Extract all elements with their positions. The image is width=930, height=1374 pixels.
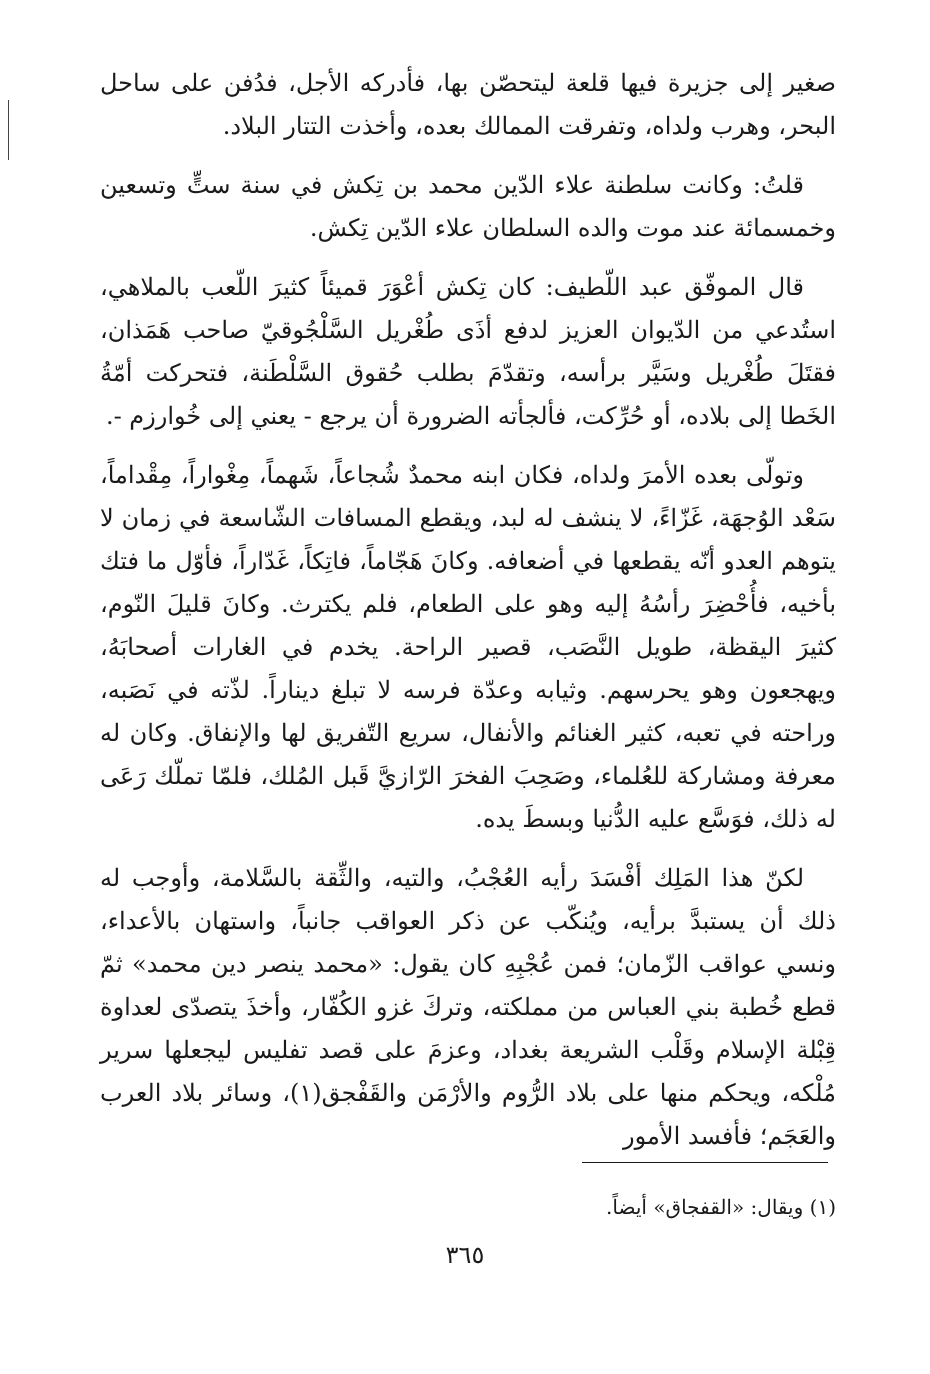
footnote: (١) ويقال: «القفجاق» أيضاً. xyxy=(606,1195,836,1219)
page-edge-mark xyxy=(8,100,11,160)
paragraph-2: قلتُ: وكانت سلطنة علاء الدّين محمد بن تِكش في سنة ستٍّ وتسعين وخمسمائة عند موت والده السلطان علاء الدّين تِكش. xyxy=(100,171,836,242)
paragraph-4: وتولّى بعده الأمرَ ولداه، فكان ابنه محمدٌ شُجاعاً، شَهماً، مِغْواراً، مِقْداماً، سَعْد الوُجهَة، غَزّاءً، لا ينشف له لبد، ويقطع المسافات الشّاسعة في زمان لا يتوهم العدو أنّه يقطعها في أضعافه. وكانَ هَجّاماً، فاتِكاً، غَدّاراً، فأوّل ما فتك بأخيه، فأُحْضِرَ رأسُهُ إليه وهو على الطعام، فلم يكترث. وكانَ قليلَ النّوم، كثيرَ اليقظة، طويل النَّصَب، قصير الراحة. يخدم في الغارات أصحابَهُ، ويهجعون وهو يحرسهم. وثيابه وعدّة فرسه لا تبلغ ديناراً. لذّته في نَصَبه، وراحته في تعبه، كثير الغنائم والأنفال، سريع التّفريق لها والإنفاق. وكان له معرفة ومشاركة للعُلماء، وصَحِبَ الفخرَ الرّازيَّ قَبل المُلك، فلمّا تملّك رَعَى له ذلك، فوَسَّع عليه الدُّنيا وبسطَ يده. xyxy=(100,461,836,833)
page-number: ٣٦٥ xyxy=(445,1241,485,1269)
footnote-divider xyxy=(582,1162,828,1163)
paragraph-1: صغير إلى جزيرة فيها قلعة ليتحصّن بها، فأدركه الأجل، فدُفن على ساحل البحر، وهرب ولداه، وتفرقت الممالك بعده، وأخذت التتار البلاد. xyxy=(100,69,836,140)
paragraph-3: قال الموفّق عبد اللّطيف: كان تِكش أعْوَرَ قميئاً كثيرَ اللّعب بالملاهي، استُدعي من الدّيوان العزيز لدفع أذَى طُغْريل السَّلْجُوقيّ صاحب هَمَذان، فقتَلَ طُغْريل وسَيَّر برأسه، وتقدّمَ بطلب حُقوق السَّلْطَنة، فتحركت أمّةُ الخَطا إلى بلاده، أو حُرِّكت، فألجأته الضرورة أن يرجع - يعني إلى خُوارزم -. xyxy=(100,273,836,430)
main-text xyxy=(100,62,836,1174)
paragraph-5: لكنّ هذا المَلِك أفْسَدَ رأيه العُجْبُ، والتيه، والثِّقة بالسَّلامة، وأوجب له ذلك أن يستبدَّ برأيه، ويُنكّب عن ذكر العواقب جانباً، واستهان بالأعداء، ونسي عواقب الزّمان؛ فمن عُجْبِهِ كان يقول: «محمد ينصر دين محمد» ثمّ قطع خُطبة بني العباس من مملكته، وتركَ غزو الكُفّار، وأخذَ يتصدّى لعداوة قِبْلة الإسلام وقَلْب الشريعة بغداد، وعزمَ على قصد تفليس ليجعلها سرير مُلْكه، ويحكم منها على بلاد الرُّوم والأرْمَن والقَفْجق(١)، وسائر بلاد العرب والعَجَم؛ فأفسد الأمور xyxy=(100,864,837,1150)
